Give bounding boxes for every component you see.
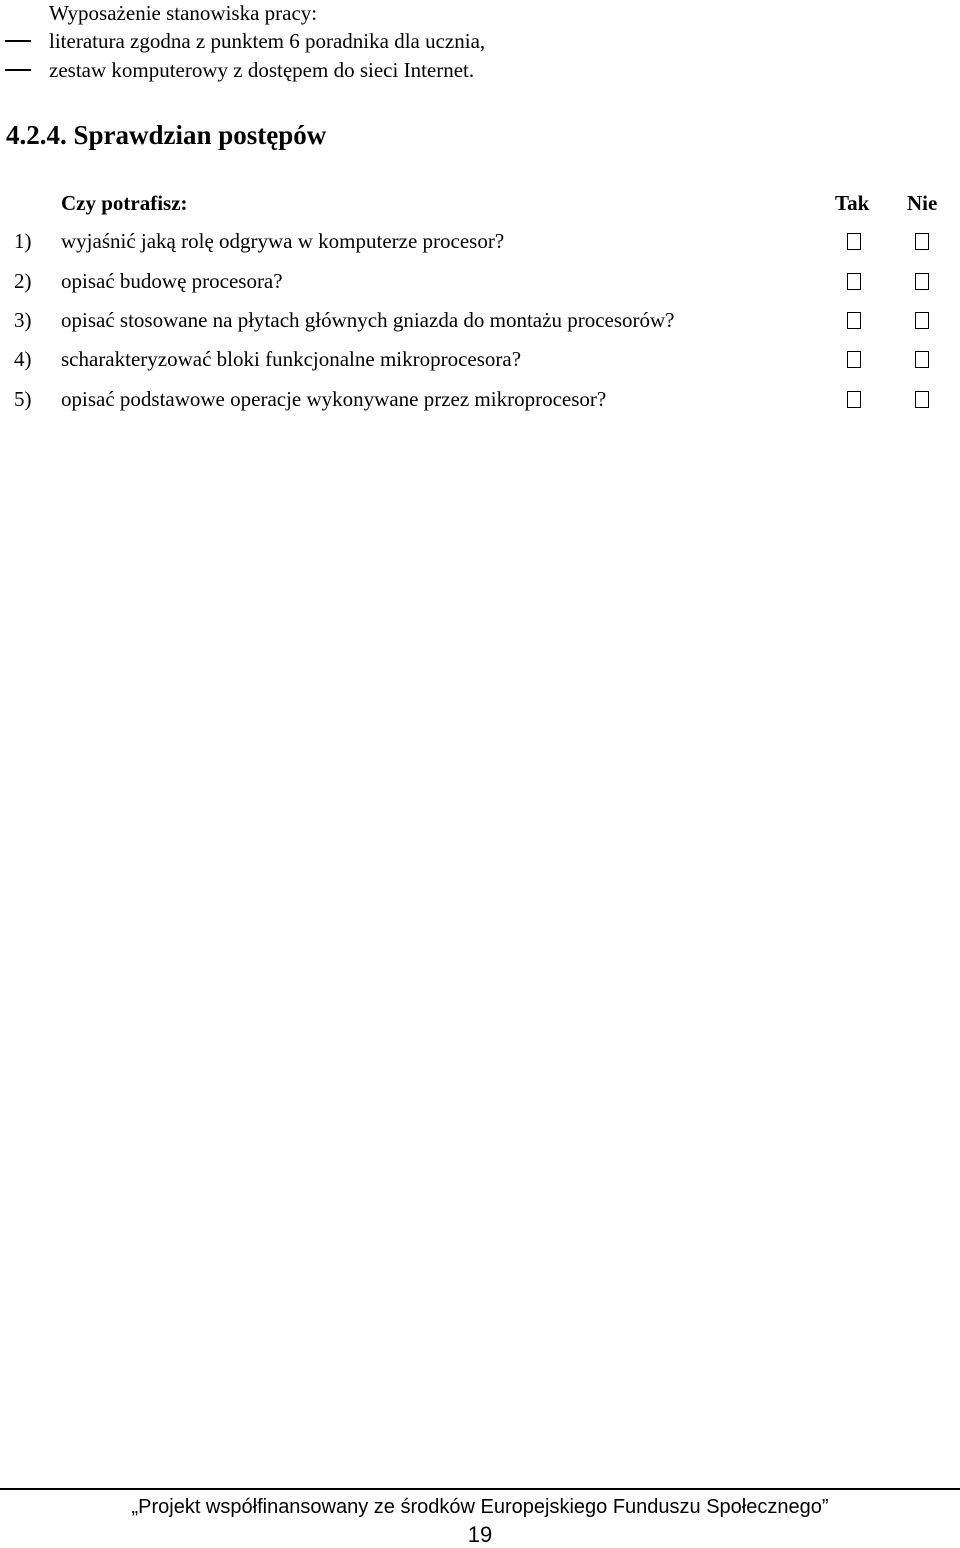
no-checkbox[interactable] [915, 233, 929, 250]
equipment-item-text: literatura zgodna z punktem 6 poradnika dla ucznia, [49, 29, 486, 53]
question-text: opisać stosowane na płytach głównych gniazda do montażu procesorów? [61, 308, 675, 332]
question-text: opisać budowę procesora? [61, 269, 283, 293]
question-number: 3) [14, 308, 32, 332]
checklist-row [0, 384, 960, 414]
yes-checkbox[interactable] [847, 351, 861, 368]
dash-bullet-icon [5, 40, 31, 42]
checklist-row [0, 226, 960, 256]
no-column-header: Nie [907, 191, 938, 215]
no-checkbox[interactable] [915, 351, 929, 368]
section-title: 4.2.4. Sprawdzian postępów [6, 120, 327, 150]
footer-text: „Projekt współfinansowany ze środków Europejskiego Funduszu Społecznego” [131, 1496, 829, 1518]
checklist-row [0, 266, 960, 296]
footer-divider [0, 1488, 960, 1490]
equipment-list-item [0, 27, 700, 55]
no-checkbox[interactable] [915, 391, 929, 408]
equipment-title: Wyposażenie stanowiska pracy: [49, 1, 318, 25]
yes-checkbox[interactable] [847, 391, 861, 408]
page-number: 19 [467, 1522, 493, 1547]
question-number: 1) [14, 229, 32, 253]
yes-column-header: Tak [835, 191, 870, 215]
no-checkbox[interactable] [915, 312, 929, 329]
question-text: scharakteryzować bloki funkcjonalne mikroprocesora? [61, 347, 522, 371]
question-number: 2) [14, 269, 32, 293]
question-text: opisać podstawowe operacje wykonywane przez mikroprocesor? [61, 387, 607, 411]
equipment-item-text: zestaw komputerowy z dostępem do sieci Internet. [49, 58, 475, 82]
checklist-row [0, 305, 960, 335]
checklist-prompt: Czy potrafisz: [61, 191, 188, 215]
yes-checkbox[interactable] [847, 312, 861, 329]
yes-checkbox[interactable] [847, 273, 861, 290]
question-text: wyjaśnić jaką rolę odgrywa w komputerze procesor? [61, 229, 505, 253]
no-checkbox[interactable] [915, 273, 929, 290]
yes-checkbox[interactable] [847, 233, 861, 250]
dash-bullet-icon [5, 69, 31, 71]
question-number: 5) [14, 387, 32, 411]
question-number: 4) [14, 347, 32, 371]
equipment-list-item [0, 56, 700, 84]
checklist-row [0, 344, 960, 374]
